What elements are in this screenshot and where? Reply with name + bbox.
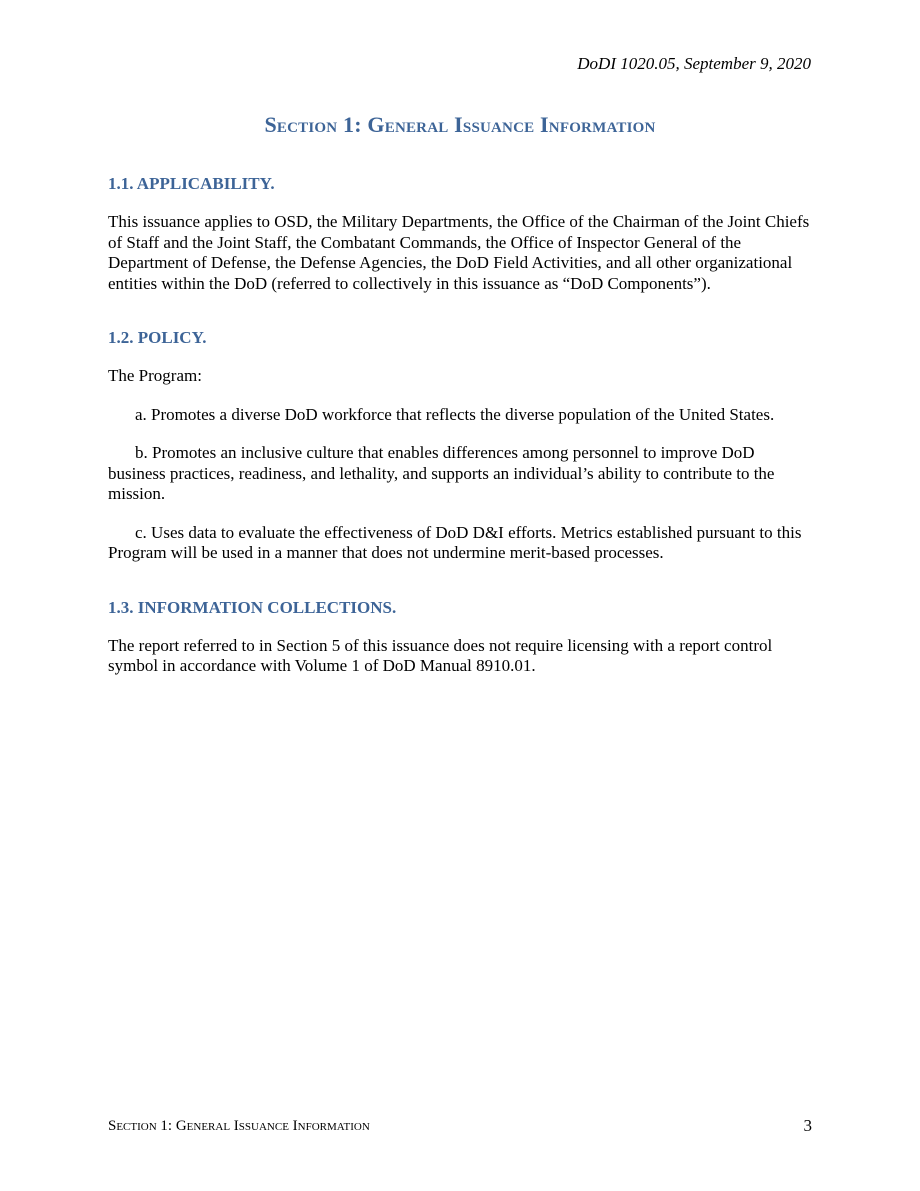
policy-heading: 1.2. POLICY. bbox=[108, 328, 207, 347]
policy-intro: The Program: bbox=[108, 366, 202, 385]
policy-item-a: a. Promotes a diverse DoD workforce that reflects the diverse population of the United States. bbox=[135, 404, 775, 424]
running-footer-section: Section 1: General Issuance Information bbox=[108, 1118, 370, 1134]
document-body bbox=[108, 174, 813, 677]
information-collections-heading: 1.3. INFORMATION COLLECTIONS. bbox=[108, 597, 397, 617]
policy-item-b: b. Promotes an inclusive culture that enables differences among personnel to improve DoD business practices, readiness, and lethality, and supports an individual’s ability to contribute to the mission. bbox=[108, 443, 775, 503]
page-number: 3 bbox=[803, 1116, 812, 1135]
section-title: Section 1: General Issuance Information bbox=[264, 112, 656, 137]
applicability-heading: 1.1. APPLICABILITY. bbox=[108, 174, 275, 193]
information-collections-paragraph: The report referred to in Section 5 of this issuance does not require licensing with a report control symbol in accordance with Volume 1 of DoD Manual 8910.01. bbox=[108, 635, 773, 675]
running-header: DoDI 1020.05, September 9, 2020 bbox=[577, 54, 811, 73]
policy-item-c: c. Uses data to evaluate the effectiveness of DoD D&I efforts. Metrics established pursuant to this Program will be used in a manner that does not undermine merit-based processes. bbox=[108, 522, 802, 562]
applicability-paragraph: This issuance applies to OSD, the Military Departments, the Office of the Chairman of the Joint Chiefs of Staff and the Joint Staff, the Combatant Commands, the Office of Inspector General of the Department of Defense, the Defense Agencies, the DoD Field Activities, and all other organizational entities within the DoD (referred to collectively in this issuance as “DoD Components”). bbox=[108, 212, 810, 293]
